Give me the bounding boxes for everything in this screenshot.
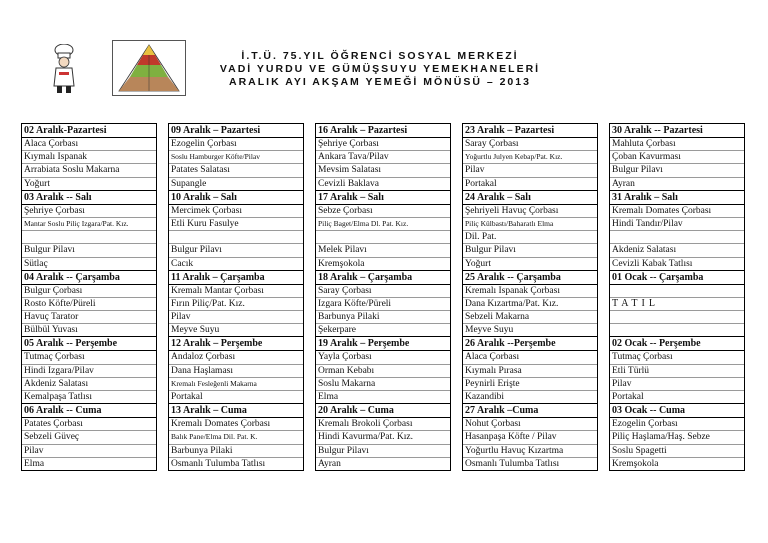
day-block	[463, 336, 597, 403]
day-header: 27 Aralık –Cuma	[463, 404, 597, 418]
menu-item: Tutmaç Çorbası	[610, 351, 744, 364]
menu-item: Piliç Külbastı/Baharatlı Elma	[463, 218, 597, 231]
menu-item: Kıymalı Pırasa	[463, 365, 597, 378]
menu-item: Piliç Baget/Elma Dl. Pat. Kız.	[316, 218, 450, 231]
menu-item: Sütlaç	[24, 258, 48, 269]
menu-item	[316, 231, 450, 244]
menu-item: Alaca Çorbası	[463, 351, 597, 364]
day-block	[22, 190, 156, 270]
menu-item: Havuç Tarator	[22, 311, 156, 324]
day-block	[463, 124, 597, 190]
day-header: 19 Aralık – Perşembe	[316, 337, 450, 351]
menu-item: Izgara Köfte/Püreli	[316, 298, 450, 311]
menu-item: Sebzeli Makarna	[463, 311, 597, 324]
menu-item	[610, 324, 744, 336]
menu-item: Mahluta Çorbası	[610, 138, 744, 151]
menu-item: Kremalı Brokoli Çorbası	[316, 418, 450, 431]
menu-item: Bulgur Pilavı	[610, 164, 744, 177]
menu-item: Bulgur Pilavı	[463, 244, 597, 257]
day-header: 17 Aralık – Salı	[316, 191, 450, 205]
menu-item: Arrabiata Soslu Makarna	[22, 164, 156, 177]
day-block	[610, 336, 744, 403]
day-block	[22, 336, 156, 403]
menu-item: Soslu Hamburger Köfte/Pilav	[169, 151, 303, 164]
menu-item: Kıymalı Ispanak	[22, 151, 156, 164]
day-header: 25 Aralık -- Çarşamba	[463, 271, 597, 285]
menu-item: Andaloz Çorbası	[169, 351, 303, 364]
menu-item: Balık Pane/Elma Dil. Pat. K.	[169, 431, 303, 444]
menu-item: Saray Çorbası	[463, 138, 597, 151]
menu-item: Yoğurt	[24, 178, 50, 189]
day-block	[316, 124, 450, 190]
menu-item: Kremşokola	[318, 258, 365, 269]
menu-item: Etli Kuru Fasulye	[169, 218, 303, 231]
menu-item: Bulgur Pilavı	[316, 445, 450, 458]
day-header: 01 Ocak -- Çarşamba	[610, 271, 744, 285]
menu-item: Kremalı Domates Çorbası	[610, 205, 744, 218]
menu-item: TATIL	[610, 298, 744, 311]
menu-item: Tutmaç Çorbası	[22, 351, 156, 364]
day-header: 03 Aralık -- Salı	[22, 191, 156, 205]
menu-item: Alaca Çorbası	[22, 138, 156, 151]
day-header: 13 Aralık – Cuma	[169, 404, 303, 418]
menu-item: Hindi Tandır/Pilav	[610, 218, 744, 231]
menu-item: Kremalı Fesleğenli Makarna	[169, 378, 303, 391]
day-block	[22, 403, 156, 470]
menu-item	[610, 285, 744, 298]
menu-item: Şehriye Çorbası	[22, 205, 156, 218]
menu-item: Portakal	[171, 392, 203, 402]
menu-item: Kazandibi	[465, 392, 505, 402]
menu-item: Şehriye Çorbası	[316, 138, 450, 151]
menu-item: Ezogelin Çorbası	[169, 138, 303, 151]
menu-column	[168, 123, 304, 471]
menu-column	[609, 123, 745, 471]
menu-item: Piliç Haşlama/Haş. Sebze	[610, 431, 744, 444]
menu-item: Bulgur Pilavı	[169, 244, 303, 257]
day-block	[169, 336, 303, 403]
menu-item: Bülbül Yuvası	[24, 325, 78, 336]
menu-item: Elma	[318, 392, 339, 402]
menu-item: Yoğurt	[465, 258, 491, 269]
menu-item: Pilav	[463, 164, 597, 177]
menu-item: Yoğurtlu Julyen Kebap/Pat. Kız.	[463, 151, 597, 164]
chef-logo	[50, 44, 78, 94]
day-block	[610, 403, 744, 470]
day-header: 02 Aralık-Pazartesi	[22, 124, 156, 138]
day-header: 06 Aralık -- Cuma	[22, 404, 156, 418]
day-header: 05 Aralık -- Perşembe	[22, 337, 156, 351]
menu-item: Kemalpaşa Tatlısı	[24, 392, 93, 402]
menu-item: Bulgur Çorbası	[22, 285, 156, 298]
menu-item: Osmanlı Tulumba Tatlısı	[171, 458, 266, 469]
day-header: 31 Aralık – Salı	[610, 191, 744, 205]
menu-item: Ankara Tava/Pilav	[316, 151, 450, 164]
day-block	[316, 403, 450, 470]
menu-item: Kremşokola	[612, 458, 659, 469]
day-block	[463, 403, 597, 470]
menu-item: Ayran	[318, 458, 341, 469]
menu-item: Melek Pilavı	[316, 244, 450, 257]
day-block	[610, 190, 744, 270]
day-block	[610, 124, 744, 190]
menu-item: Peynirli Erişte	[463, 378, 597, 391]
day-block	[22, 270, 156, 337]
menu-item: Kremalı Domates Çorbası	[169, 418, 303, 431]
menu-item: Pilav	[610, 378, 744, 391]
menu-item	[610, 311, 744, 324]
menu-item	[169, 231, 303, 244]
title-line-2: VADİ YURDU VE GÜMÜŞSUYU YEMEKHANELERİ	[219, 63, 541, 75]
menu-item: Hasanpaşa Köfte / Pilav	[463, 431, 597, 444]
menu-item: Sebze Çorbası	[316, 205, 450, 218]
menu-item: Sebzeli Güveç	[22, 431, 156, 444]
day-block	[22, 124, 156, 190]
day-block	[610, 270, 744, 337]
day-header: 12 Aralık – Perşembe	[169, 337, 303, 351]
menu-item: Akdeniz Salatası	[22, 378, 156, 391]
menu-item: Ayran	[612, 178, 635, 189]
day-block	[169, 403, 303, 470]
menu-item: Barbunya Pilaki	[169, 445, 303, 458]
day-header: 10 Aralık – Salı	[169, 191, 303, 205]
menu-item: Elma	[24, 458, 45, 469]
menu-item: Ezogelin Çorbası	[610, 418, 744, 431]
menu-item: Etli Türlü	[610, 365, 744, 378]
menu-item: Meyve Suyu	[171, 325, 220, 336]
day-block	[169, 124, 303, 190]
menu-item: Hindi Kavurma/Pat. Kız.	[316, 431, 450, 444]
menu-item: Mercimek Çorbası	[169, 205, 303, 218]
menu-item: Hindi Izgara/Pilav	[22, 365, 156, 378]
menu-item: Mantar Soslu Piliç Izgara/Pat. Kız.	[22, 218, 156, 231]
menu-column	[462, 123, 598, 471]
menu-item	[610, 231, 744, 244]
menu-item: Şekerpare	[318, 325, 356, 336]
title-line-1: İ.T.Ü. 75.YIL ÖĞRENCİ SOSYAL MERKEZİ	[241, 50, 519, 62]
day-header: 18 Aralık – Çarşamba	[316, 271, 450, 285]
day-header: 20 Aralık – Cuma	[316, 404, 450, 418]
menu-item: Cevizli Baklava	[318, 178, 379, 189]
menu-item: Dana Haşlaması	[169, 365, 303, 378]
day-header: 04 Aralık -- Çarşamba	[22, 271, 156, 285]
day-block	[169, 270, 303, 337]
menu-item: Pilav	[169, 311, 303, 324]
day-header: 30 Aralık -- Pazartesi	[610, 124, 744, 138]
day-header: 09 Aralık – Pazartesi	[169, 124, 303, 138]
day-block	[463, 270, 597, 337]
menu-column	[315, 123, 451, 471]
day-header: 23 Aralık – Pazartesi	[463, 124, 597, 138]
menu-item: Cacık	[171, 258, 194, 269]
day-header: 03 Ocak -- Cuma	[610, 404, 744, 418]
day-block	[463, 190, 597, 270]
menu-item: Barbunya Pilaki	[316, 311, 450, 324]
menu-item: Pilav	[22, 445, 156, 458]
menu-item: Saray Çorbası	[316, 285, 450, 298]
menu-item: Mevsim Salatası	[316, 164, 450, 177]
menu-item: Bulgur Pilavı	[22, 244, 156, 257]
menu-item: Cevizli Kabak Tatlısı	[612, 258, 693, 269]
menu-item: Portakal	[612, 392, 644, 402]
menu-item: Yayla Çorbası	[316, 351, 450, 364]
day-header: 11 Aralık – Çarşamba	[169, 271, 303, 285]
day-block	[316, 190, 450, 270]
title-line-3: ARALIK AYI AKŞAM YEMEĞİ MÖNÜSÜ – 2013	[229, 76, 531, 88]
menu-item: Çoban Kavurması	[610, 151, 744, 164]
day-block	[316, 270, 450, 337]
day-block	[316, 336, 450, 403]
menu-item: Dil. Pat.	[463, 231, 597, 244]
menu-item: Fırın Piliç/Pat. Kız.	[169, 298, 303, 311]
menu-item: Patates Salatası	[169, 164, 303, 177]
menu-item: Akdeniz Salatası	[610, 244, 744, 257]
menu-item: Rosto Köfte/Püreli	[22, 298, 156, 311]
day-header: 24 Aralık – Salı	[463, 191, 597, 205]
day-header: 26 Aralık --Perşembe	[463, 337, 597, 351]
menu-item: Yoğurtlu Havuç Kızartma	[463, 445, 597, 458]
menu-column	[21, 123, 157, 471]
day-header: 16 Aralık – Pazartesi	[316, 124, 450, 138]
menu-item	[22, 231, 156, 244]
menu-item: Nohut Çorbası	[463, 418, 597, 431]
menu-item: Kremalı Mantar Çorbası	[169, 285, 303, 298]
menu-item: Dana Kızartma/Pat. Kız.	[463, 298, 597, 311]
menu-item: Portakal	[465, 178, 497, 189]
menu-item: Kremalı Ispanak Çorbası	[463, 285, 597, 298]
menu-item: Patates Çorbası	[22, 418, 156, 431]
menu-item: Soslu Makarna	[316, 378, 450, 391]
page-title	[190, 50, 570, 89]
menu-item: Supangle	[171, 178, 207, 189]
food-pyramid-logo	[112, 40, 186, 96]
day-block	[169, 190, 303, 270]
menu-item: Orman Kebabı	[316, 365, 450, 378]
menu-item: Soslu Spagetti	[610, 445, 744, 458]
day-header: 02 Ocak -- Perşembe	[610, 337, 744, 351]
menu-item: Osmanlı Tulumba Tatlısı	[465, 458, 560, 469]
menu-item: Meyve Suyu	[465, 325, 514, 336]
menu-item: Şehriyeli Havuç Çorbası	[463, 205, 597, 218]
